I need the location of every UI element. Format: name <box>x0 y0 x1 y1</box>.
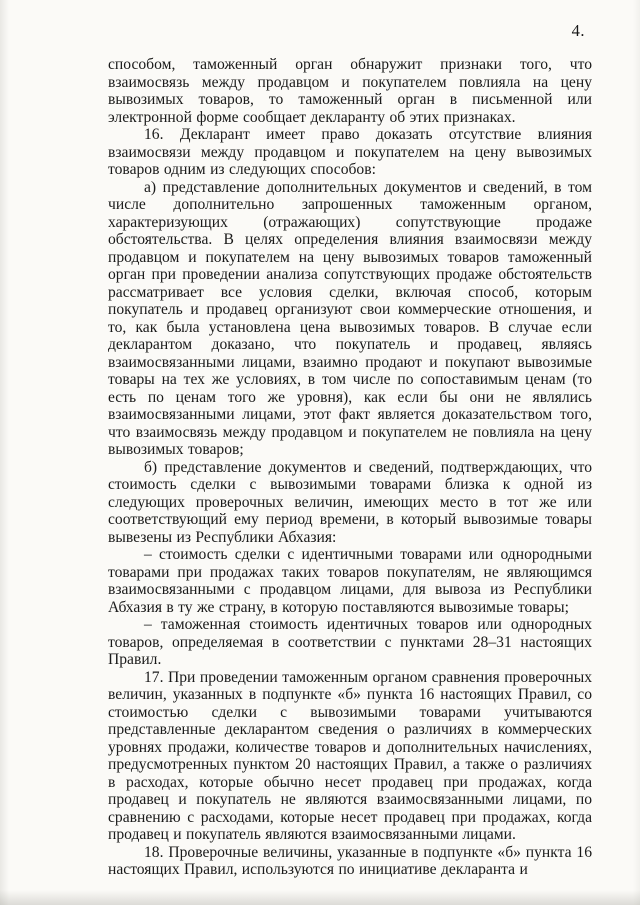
scan-edge-bottom-shading <box>0 890 640 905</box>
dash-item-identical-goods: – стоимость сделки с идентичными товарами или однородными товарами при продажах таких товаров покупателям, не являющимся взаимосвязанными с продавцом лицами, для вывоза из Республики Абхазия в ту же страну, в которую поставляются вывозимые товары; <box>108 546 592 616</box>
paragraph-17: 17. При проведении таможенным органом сравнения проверочных величин, указанных в подпункте «б» пункта 16 настоящих Правил, со стоимостью сделки с вывозимыми товарами учитываются представленные декларантом сведения о различиях в коммерческих уровнях продажи, количестве товаров и дополнительных начислениях, предусмотренных пунктом 20 настоящих Правил, а также о различиях в расходах, которые обычно несет продавец при продажах, когда продавец и покупатель не являются взаимосвязанными лицами, по сравнению с расходами, которые несет продавец при продажах, когда продавец и покупатель являются взаимосвязанными лицами. <box>108 668 592 843</box>
document-body <box>108 56 592 879</box>
paragraph-18: 18. Проверочные величины, указанные в подпункте «б» пункта 16 настоящих Правил, используются по инициативе декларанта и <box>108 843 592 878</box>
dash-item-customs-value: – таможенная стоимость идентичных товаров или однородных товаров, определяемая в соответствии с пунктами 28–31 настоящих Правил. <box>108 616 592 668</box>
paragraph-16: 16. Декларант имеет право доказать отсутствие влияния взаимосвязи между продавцом и покупателем на цену вывозимых товаров одним из следующих способов: <box>108 126 592 178</box>
scan-edge-right-shading <box>633 0 640 905</box>
paragraph-16-sub-b: б) представление документов и сведений, подтверждающих, что стоимость сделки с вывозимыми товарами близка к одной из следующих проверочных величин, имеющих место в тот же или соответствующий ему период времени, в который вывозимые товары вывезены из Республики Абхазия: <box>108 458 592 546</box>
scan-edge-left-shading <box>0 0 9 905</box>
paragraph-16-sub-a: а) представление дополнительных документов и сведений, в том числе дополнительно запрошенных таможенным органом, характеризующих (отражающих) сопутствующие продаже обстоятельства. В целях определения влияния взаимосвязи между продавцом и покупателем на цену вывозимых товаров таможенный орган при проведении анализа сопутствующих продаже обстоятельств рассматривает все условия сделки, включая способ, которым покупатель и продавец организуют свои коммерческие отношения, и то, как была установлена цена вывозимых товаров. В случае если декларантом доказано, что покупатель и продавец, являясь взаимосвязанными лицами, взаимно продают и покупают вывозимые товары на тех же условиях, в том числе по сопоставимым ценам (то есть по ценам того же уровня), как если бы они не являлись взаимосвязанными лицами, этот факт является доказательством того, что взаимосвязь между продавцом и покупателем не повлияла на цену вывозимых товаров; <box>108 178 592 458</box>
paragraph-continuation: способом, таможенный орган обнаружит признаки того, что взаимосвязь между продавцом и покупателем повлияла на цену вывозимых товаров, то таможенный орган в письменной или электронной форме сообщает декларанту об этих признаках. <box>108 56 592 126</box>
page-number: 4. <box>571 21 585 40</box>
